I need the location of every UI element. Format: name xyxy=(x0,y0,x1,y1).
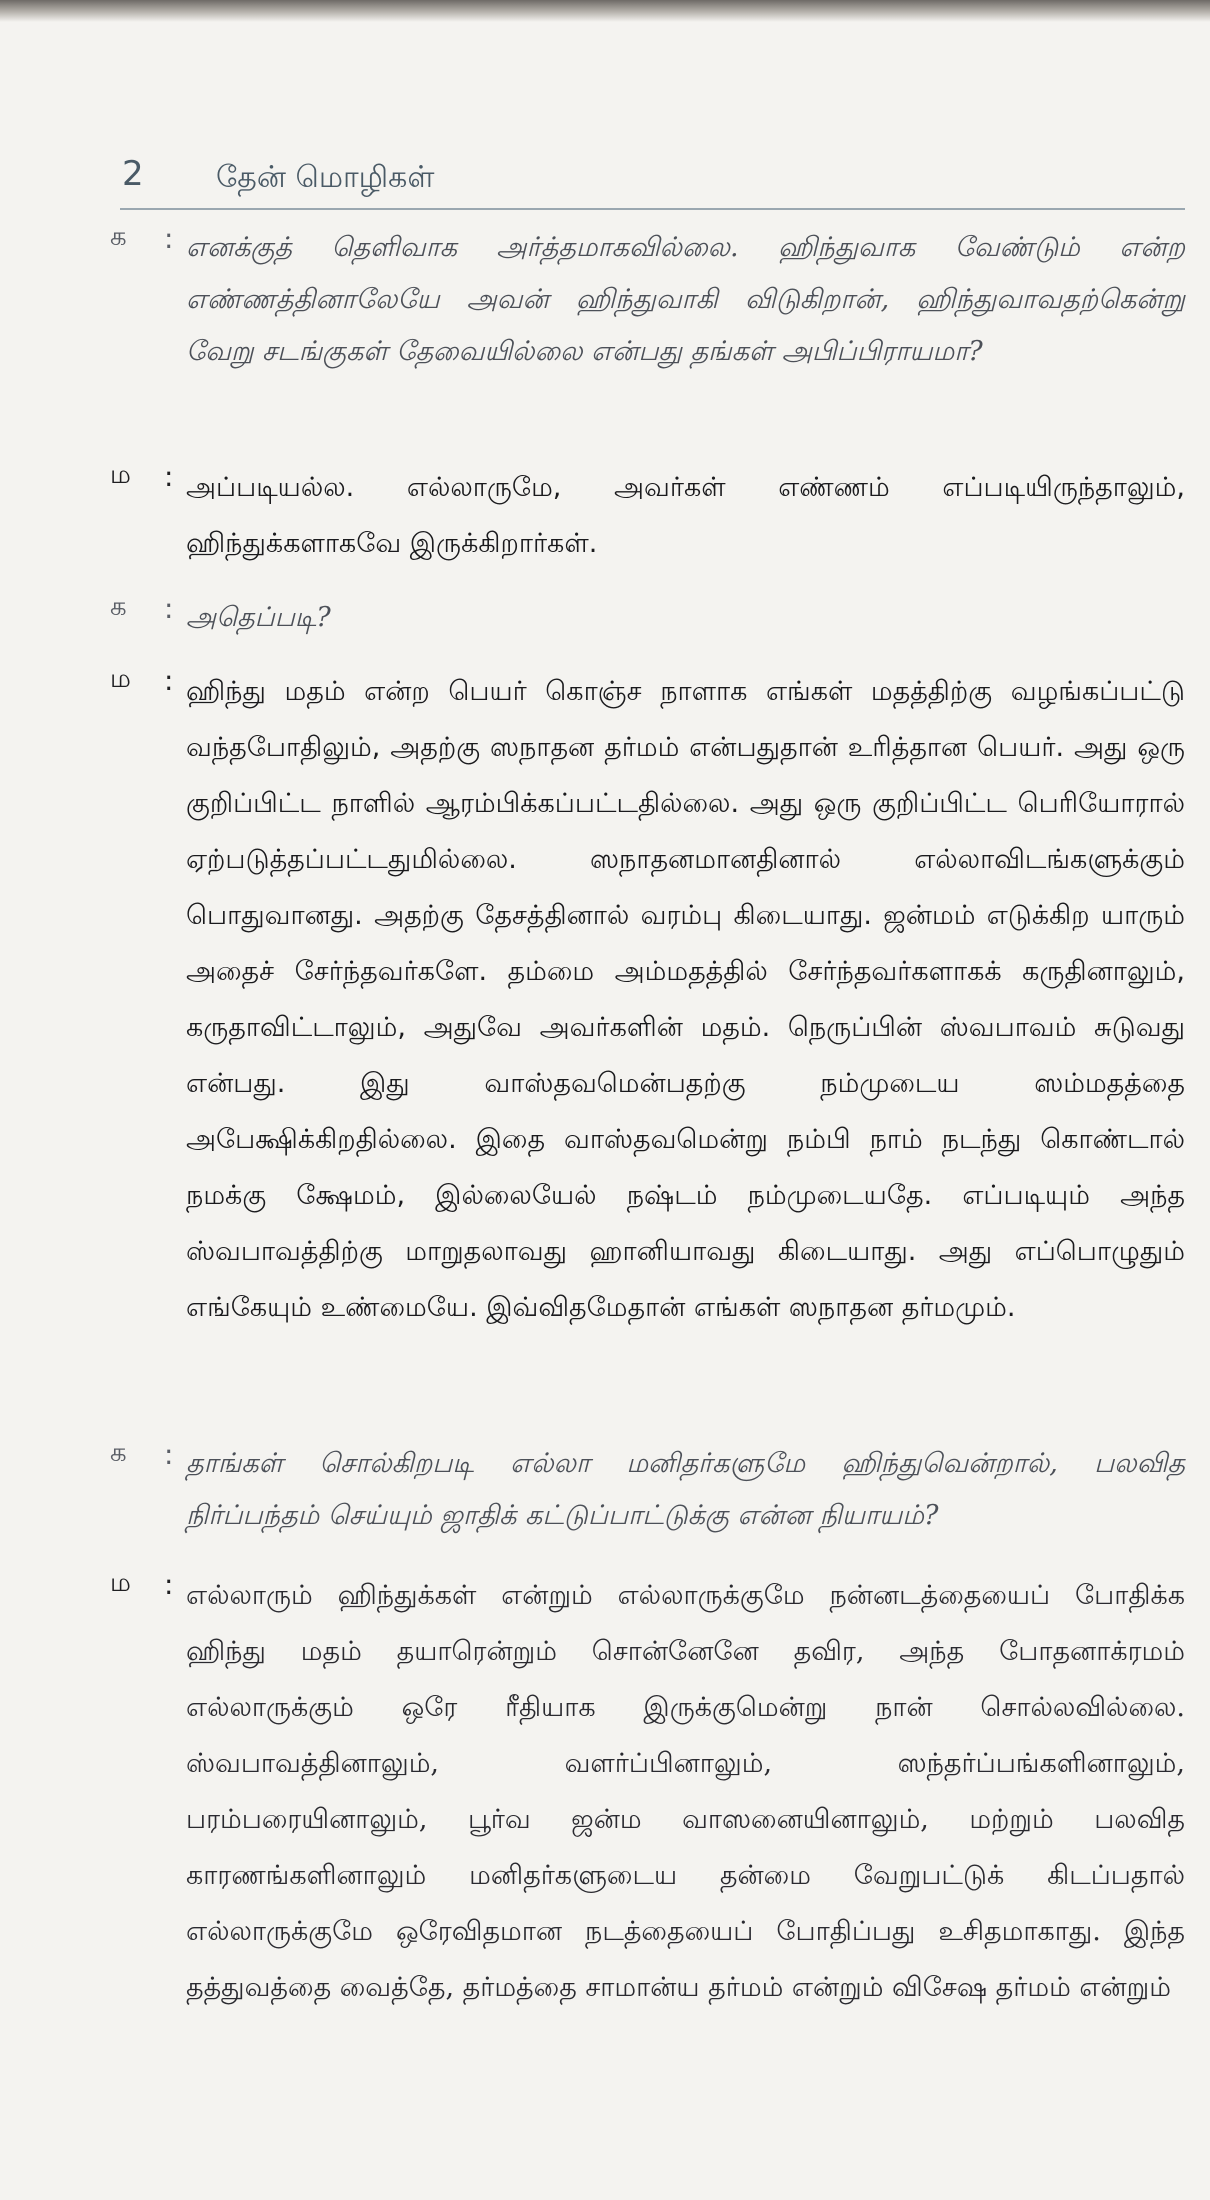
speaker-label: க xyxy=(110,592,127,622)
speaker-colon: : xyxy=(164,222,174,255)
speaker-colon: : xyxy=(164,592,174,625)
dialogue-text: ஹிந்து மதம் என்ற பெயர் கொஞ்ச நாளாக எங்கள் மதத்திற்கு வழங்கப்பட்டு வந்தபோதிலும், அதற்கு ஸநாதன தர்மம் என்பதுதான் உரித்தான பெயர். அது ஒரு குறிப்பிட்ட நாளில் ஆரம்பிக்கப்பட்டதில்லை. அது ஒரு குறிப்பிட்ட பெரியோரால் ஏற்படுத்தப்பட்டதுமில்லை. ஸநாதனமானதினால் எல்லாவிடங்களுக்கும் பொதுவானது. அதற்கு தேசத்தினால் வரம்பு கிடையாது. ஜன்மம் எடுக்கிற யாரும் அதைச் சேர்ந்தவர்களே. தம்மை அம்மதத்தில் சேர்ந்தவர்களாகக் கருதினாலும், கருதாவிட்டாலும், அதுவே அவர்களின் மதம். நெருப்பின் ஸ்வபாவம் சுடுவது என்பது. இது வாஸ்தவமென்பதற்கு நம்முடைய ஸம்மதத்தை அபேக்ஷிக்கிறதில்லை. இதை வாஸ்தவமென்று நம்பி நாம் நடந்து கொண்டால் நமக்கு க்ஷேமம், இல்லையேல் நஷ்டம் நம்முடையதே. எப்படியும் அந்த ஸ்வபாவத்திற்கு மாறுதலாவது ஹானியாவது கிடையாது. அது எப்பொழுதும் எங்கேயும் உண்மையே. இவ்விதமேதான் எங்கள் ஸநாதன தர்மமும். xyxy=(186,676,1185,1323)
speaker-label: க xyxy=(110,1438,127,1468)
dialogue-text: எல்லாரும் ஹிந்துக்கள் என்றும் எல்லாருக்குமே நன்னடத்தையைப் போதிக்க ஹிந்து மதம் தயாரென்றும் சொன்னேனே தவிர, அந்த போதனாக்ரமம் எல்லாருக்கும் ஒரே ரீதியாக இருக்குமென்று நான் சொல்லவில்லை. ஸ்வபாவத்தினாலும், வளர்ப்பினாலும், ஸந்தர்ப்பங்களினாலும், பரம்பரையினாலும், பூர்வ ஜன்ம வாஸனையினாலும், மற்றும் பலவித காரணங்களினாலும் மனிதர்களுடைய தன்மை வேறுபட்டுக் கிடப்பதால் எல்லாருக்குமே ஒரேவிதமான நடத்தையைப் போதிப்பது உசிதமாகாது. இந்த தத்துவத்தை வைத்தே, தர்மத்தை சாமான்ய தர்மம் என்றும் விசேஷ தர்மம் என்றும் xyxy=(186,1580,1185,2003)
page-number: 2 xyxy=(122,154,144,194)
book-title: தேன் மொழிகள் xyxy=(216,160,435,195)
dialogue-text: அப்படியல்ல. எல்லாருமே, அவர்கள் எண்ணம் எப்படியிருந்தாலும், ஹிந்துக்களாகவே இருக்கிறார்கள். xyxy=(186,472,1185,559)
dialogue-text: அதெப்படி? xyxy=(186,602,331,633)
speaker-label: ம xyxy=(110,1568,131,1598)
speaker-label: ம xyxy=(110,664,131,694)
speaker-label: க xyxy=(110,222,127,252)
speaker-colon: : xyxy=(164,1568,174,1601)
speaker-colon: : xyxy=(164,460,174,493)
page-header xyxy=(120,150,1185,210)
dialogue-text: தாங்கள் சொல்கிறபடி எல்லா மனிதர்களுமே ஹிந்துவென்றால், பலவித நிர்ப்பந்தம் செய்யும் ஜாதிக் கட்டுப்பாட்டுக்கு என்ன நியாயம்? xyxy=(186,1448,1185,1531)
speaker-colon: : xyxy=(164,1438,174,1471)
dialogue-text: எனக்குத் தெளிவாக அர்த்தமாகவில்லை. ஹிந்துவாக வேண்டும் என்ற எண்ணத்தினாலேயே அவன் ஹிந்துவாகி விடுகிறான், ஹிந்துவாவதற்கென்று வேறு சடங்குகள் தேவையில்லை என்பது தங்கள் அபிப்பிராயமா? xyxy=(186,232,1185,367)
speaker-label: ம xyxy=(110,460,131,490)
speaker-colon: : xyxy=(164,664,174,697)
